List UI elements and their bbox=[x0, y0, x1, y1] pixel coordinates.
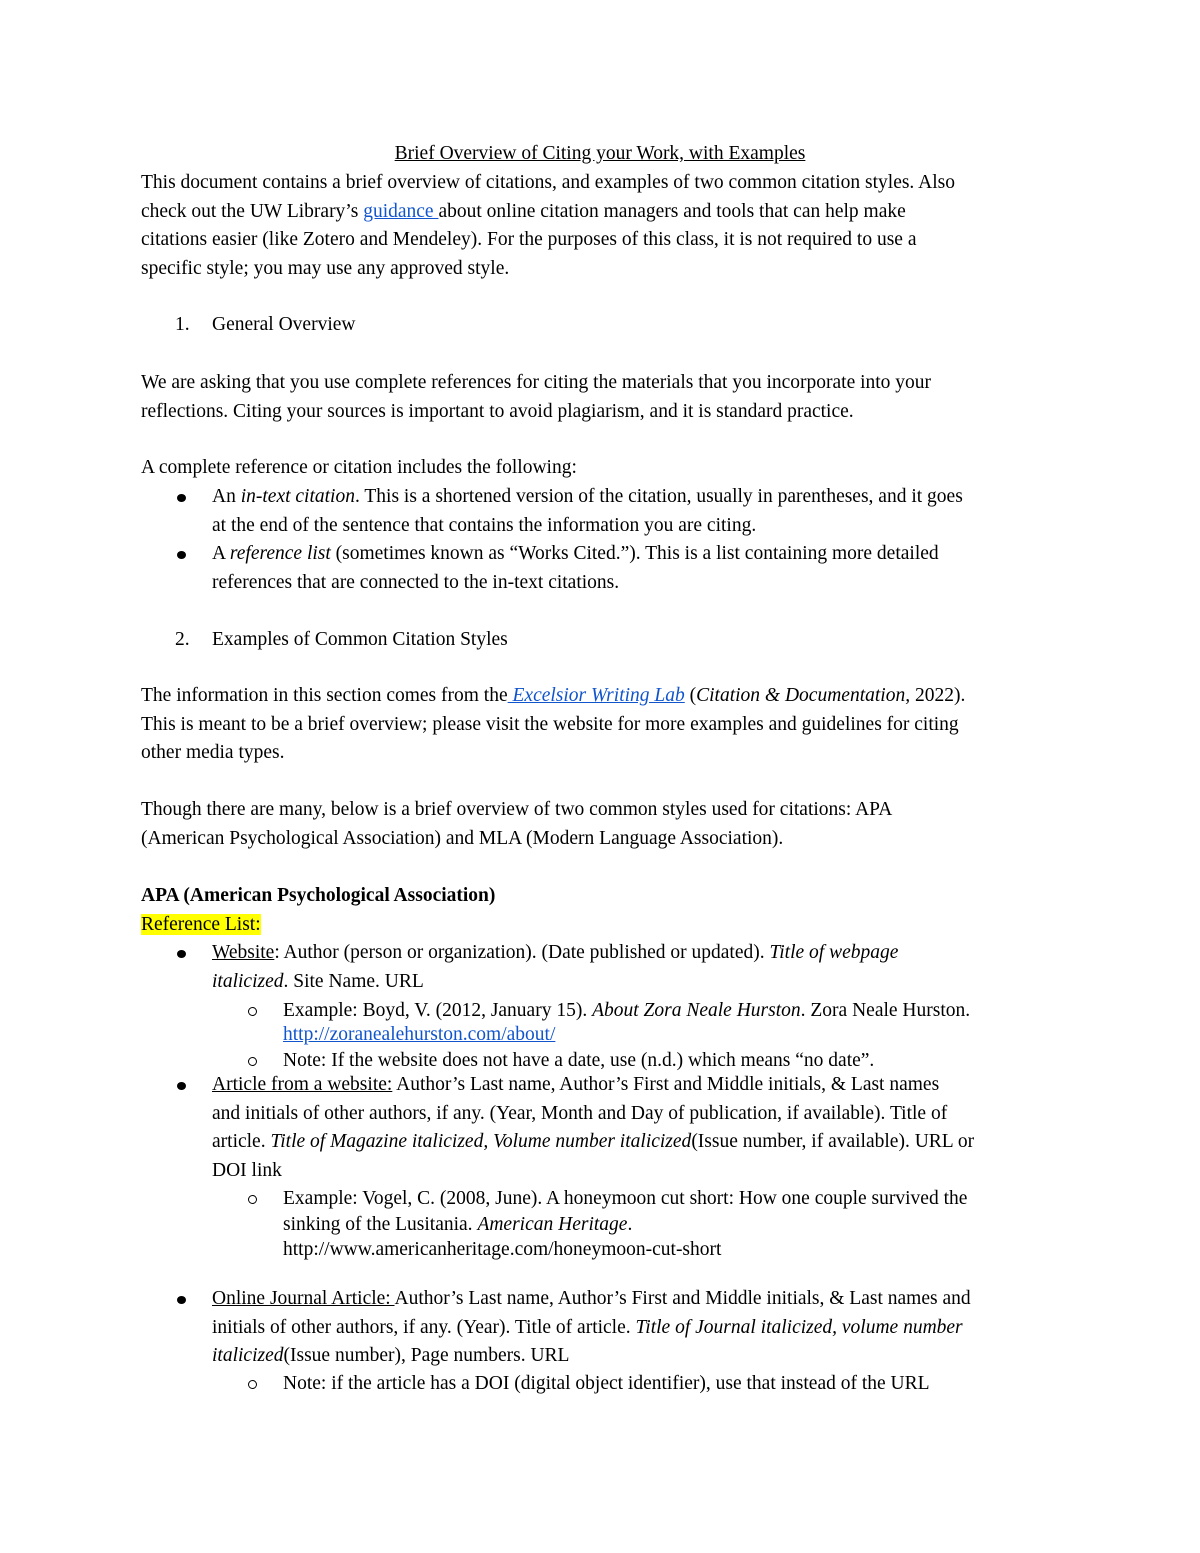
section-number: 1. bbox=[175, 314, 190, 335]
section-heading-citation-styles bbox=[141, 626, 1061, 655]
list-item-in-text-citation: An in-text citation. This is a shortened version of the citation, usually in parentheses, and it goes at the end of the sentence that contains the information you are citing. bbox=[141, 483, 1061, 540]
list-item-online-journal-article: Online Journal Article: Author’s Last name, Author’s First and Middle initials, & Last names and initials of other authors, if any. (Year). Title of article. Title of Journal italicized, volume number italicized(Issue number), Page numbers. URL bbox=[141, 1285, 1061, 1371]
intro-line: This document contains a brief overview of citations, and examples of two common citation styles. Also bbox=[141, 172, 955, 193]
sub-item-website-example: Example: Boyd, V. (2012, January 15). About Zora Neale Hurston. Zora Neale Hurston. http://zoranealehurston.com/about/ bbox=[141, 997, 1061, 1047]
styles-paragraph: Though there are many, below is a brief overview of two common styles used for citations: APA (American Psychological Association) and MLA (Modern Language Association). bbox=[141, 799, 893, 849]
section-label: Examples of Common Citation Styles bbox=[212, 629, 508, 650]
apa-heading: APA (American Psychological Association) bbox=[141, 885, 496, 906]
circle-bullet-icon bbox=[248, 1195, 257, 1204]
intro-paragraph bbox=[141, 169, 1061, 283]
highlighted-label: Reference List: bbox=[141, 914, 261, 935]
circle-bullet-icon bbox=[248, 1380, 257, 1389]
bullet-icon bbox=[177, 494, 186, 502]
intro-line: check out the UW Library’s guidance about online citation managers and tools that can help make bbox=[141, 200, 906, 222]
bullet-icon bbox=[177, 551, 186, 559]
intro-line: citations easier (like Zotero and Mendeley). For the purposes of this class, it is not required to use a bbox=[141, 229, 917, 250]
section-heading-general-overview bbox=[141, 311, 1061, 340]
document-title: Brief Overview of Citing your Work, with Examples bbox=[394, 143, 806, 164]
apa-reference-list-label bbox=[141, 911, 1061, 940]
overview-paragraph: We are asking that you use complete references for citing the materials that you incorporate into your reflections. Citing your sources is important to avoid plagiarism, and it is standard practice. bbox=[141, 372, 932, 422]
source-paragraph: The information in this section comes from the Excelsior Writing Lab (Citation & Documentation, 2022). This is meant to be a brief overview; please visit the website for more examples and guidelines for citing other media types. bbox=[141, 685, 966, 763]
circle-bullet-icon bbox=[248, 1007, 257, 1016]
sub-item-website-note: Note: If the website does not have a date, use (n.d.) which means “no date”. bbox=[141, 1047, 1061, 1075]
bullet-icon bbox=[177, 950, 186, 958]
zora-neale-hurston-url-link[interactable]: http://zoranealehurston.com/about/ bbox=[283, 1024, 556, 1045]
circle-bullet-icon bbox=[248, 1057, 257, 1066]
guidance-link[interactable]: guidance bbox=[363, 200, 439, 222]
list-item-website: Website: Author (person or organization). (Date published or updated). Title of webpage italicized. Site Name. URL bbox=[141, 939, 1061, 996]
sub-item-journal-note: Note: if the article has a DOI (digital object identifier), use that instead of the URL bbox=[141, 1370, 1061, 1398]
excelsior-writing-lab-link[interactable]: Excelsior Writing Lab bbox=[507, 685, 685, 706]
bullet-icon bbox=[177, 1082, 186, 1090]
bullet-icon bbox=[177, 1296, 186, 1304]
section-label: General Overview bbox=[212, 314, 356, 335]
sub-item-article-example: Example: Vogel, C. (2008, June). A honeymoon cut short: How one couple survived the sinking of the Lusitania. American Heritage. http://www.americanheritage.com/honeymoon-cut-short bbox=[141, 1185, 1061, 1265]
list-item-article-from-website: Article from a website: Author’s Last name, Author’s First and Middle initials, & Last names and initials of other authors, if any. (Year, Month and Day of publication, if available). Title of article. Title of Magazine italicized, Volume number italicized(Issue number, if available). URL or DOI link bbox=[141, 1071, 1061, 1185]
intro-line: specific style; you may use any approved style. bbox=[141, 257, 510, 279]
list-item-reference-list: A reference list (sometimes known as “Works Cited.”). This is a list containing more detailed references that are connected to the in-text citations. bbox=[141, 540, 1061, 597]
section-number: 2. bbox=[175, 629, 190, 650]
complete-reference-intro: A complete reference or citation includes the following: bbox=[141, 457, 577, 478]
